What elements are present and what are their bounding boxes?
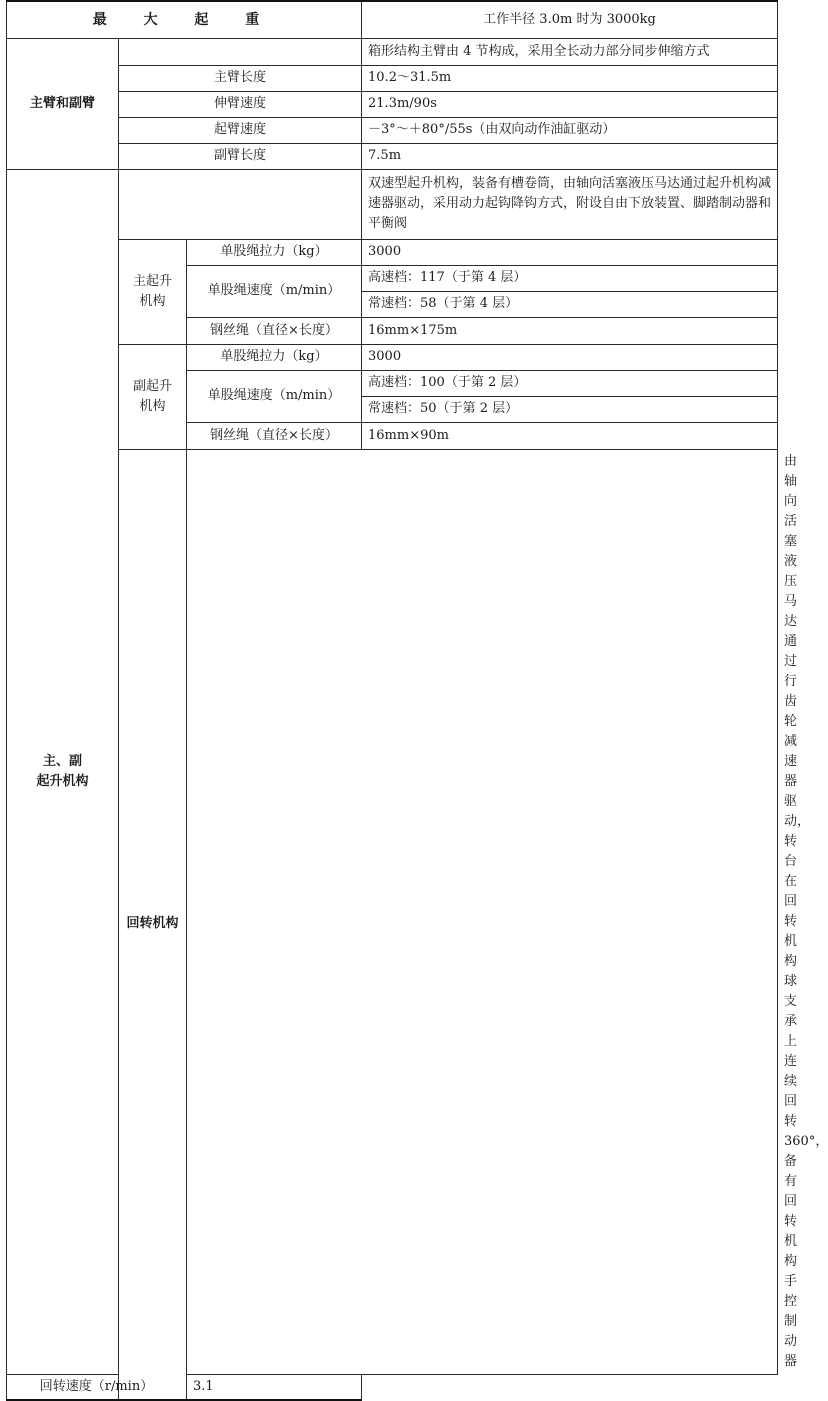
main-rope-label: 钢丝绳（直径×长度） — [187, 317, 362, 344]
aux-rope-label: 钢丝绳（直径×长度） — [187, 422, 362, 449]
aux-pull-value: 3000 — [362, 344, 778, 370]
slew-speed-value: 3.1 — [187, 1374, 362, 1400]
main-hoist-name: 主起升 机构 — [119, 239, 187, 344]
section-slew: 回转机构 — [119, 449, 187, 1400]
header-max-lift: 最 大 起 重 — [7, 1, 362, 38]
aux-speed-high: 高速档：100（于第 2 层） — [362, 370, 778, 396]
boom-value: 10.2～31.5m — [362, 65, 778, 91]
boom-label: 伸臂速度 — [119, 91, 362, 117]
boom-value: 21.3m/90s — [362, 91, 778, 117]
slew-speed-label: 回转速度（r/min） — [7, 1374, 187, 1400]
aux-hoist-name: 副起升 机构 — [119, 344, 187, 449]
crane-spec-table: 最 大 起 重 工作半径 3.0m 时为 3000kg 主臂和副臂 箱形结构主臂由 4 节构成，采用全长动力部分同步伸缩方式 主臂长度 10.2～31.5m 伸臂速度 21.3m/90s 起臂速度 －3°～＋80°/55s（由双向动作油缸驱动） 副臂长度 7.5m 主、副 起升机构 双速型起升机构，装备有槽卷筒，由轴向活塞液压马达通过起升机构减速器驱动，采用动力起钩降钩方式，附设自由下放装置、脚踏制动器和平衡阀 主起升 机构 单股绳拉力（kg） 3000 单股绳速度（m/min） 高速档：117（于第 4 层） 常速档：58（于第 4 层） 钢丝绳（直径×长度） 16mm×175m 副起升 机构 单股绳拉力（kg） 3000 单股绳速度（m/min） 高速档：100（于第 2 层） 常速档：50（于第 2 层） 钢丝绳（直径×长度） 16mm×90m 回转机构 由轴向活塞液压马达通过行齿轮减速器驱动，转台在回转机构球支承上连续回转 360°，备有回转机构手控制动器 回转速度（r/min） 3.1 — [6, 0, 778, 1401]
hoist-intro-blank — [119, 169, 362, 239]
aux-speed-label: 单股绳速度（m/min） — [187, 370, 362, 422]
main-rope-value: 16mm×175m — [362, 317, 778, 344]
boom-intro: 箱形结构主臂由 4 节构成，采用全长动力部分同步伸缩方式 — [362, 38, 778, 65]
slew-intro-blank — [187, 449, 778, 1374]
boom-value: 7.5m — [362, 143, 778, 169]
aux-pull-label: 单股绳拉力（kg） — [187, 344, 362, 370]
main-speed-high: 高速档：117（于第 4 层） — [362, 265, 778, 291]
boom-value: －3°～＋80°/55s（由双向动作油缸驱动） — [362, 117, 778, 143]
main-speed-label: 单股绳速度（m/min） — [187, 265, 362, 317]
aux-speed-normal: 常速档：50（于第 2 层） — [362, 396, 778, 422]
main-pull-label: 单股绳拉力（kg） — [187, 239, 362, 265]
header-working-radius: 工作半径 3.0m 时为 3000kg — [362, 1, 778, 38]
boom-label: 副臂长度 — [119, 143, 362, 169]
boom-intro-blank — [119, 38, 362, 65]
main-pull-value: 3000 — [362, 239, 778, 265]
hoist-intro: 双速型起升机构，装备有槽卷筒，由轴向活塞液压马达通过起升机构减速器驱动，采用动力起钩降钩方式，附设自由下放装置、脚踏制动器和平衡阀 — [362, 169, 778, 239]
section-hoist: 主、副 起升机构 — [7, 169, 119, 1374]
boom-label: 起臂速度 — [119, 117, 362, 143]
aux-rope-value: 16mm×90m — [362, 422, 778, 449]
boom-label: 主臂长度 — [119, 65, 362, 91]
main-speed-normal: 常速档：58（于第 4 层） — [362, 291, 778, 317]
section-boom: 主臂和副臂 — [7, 38, 119, 169]
